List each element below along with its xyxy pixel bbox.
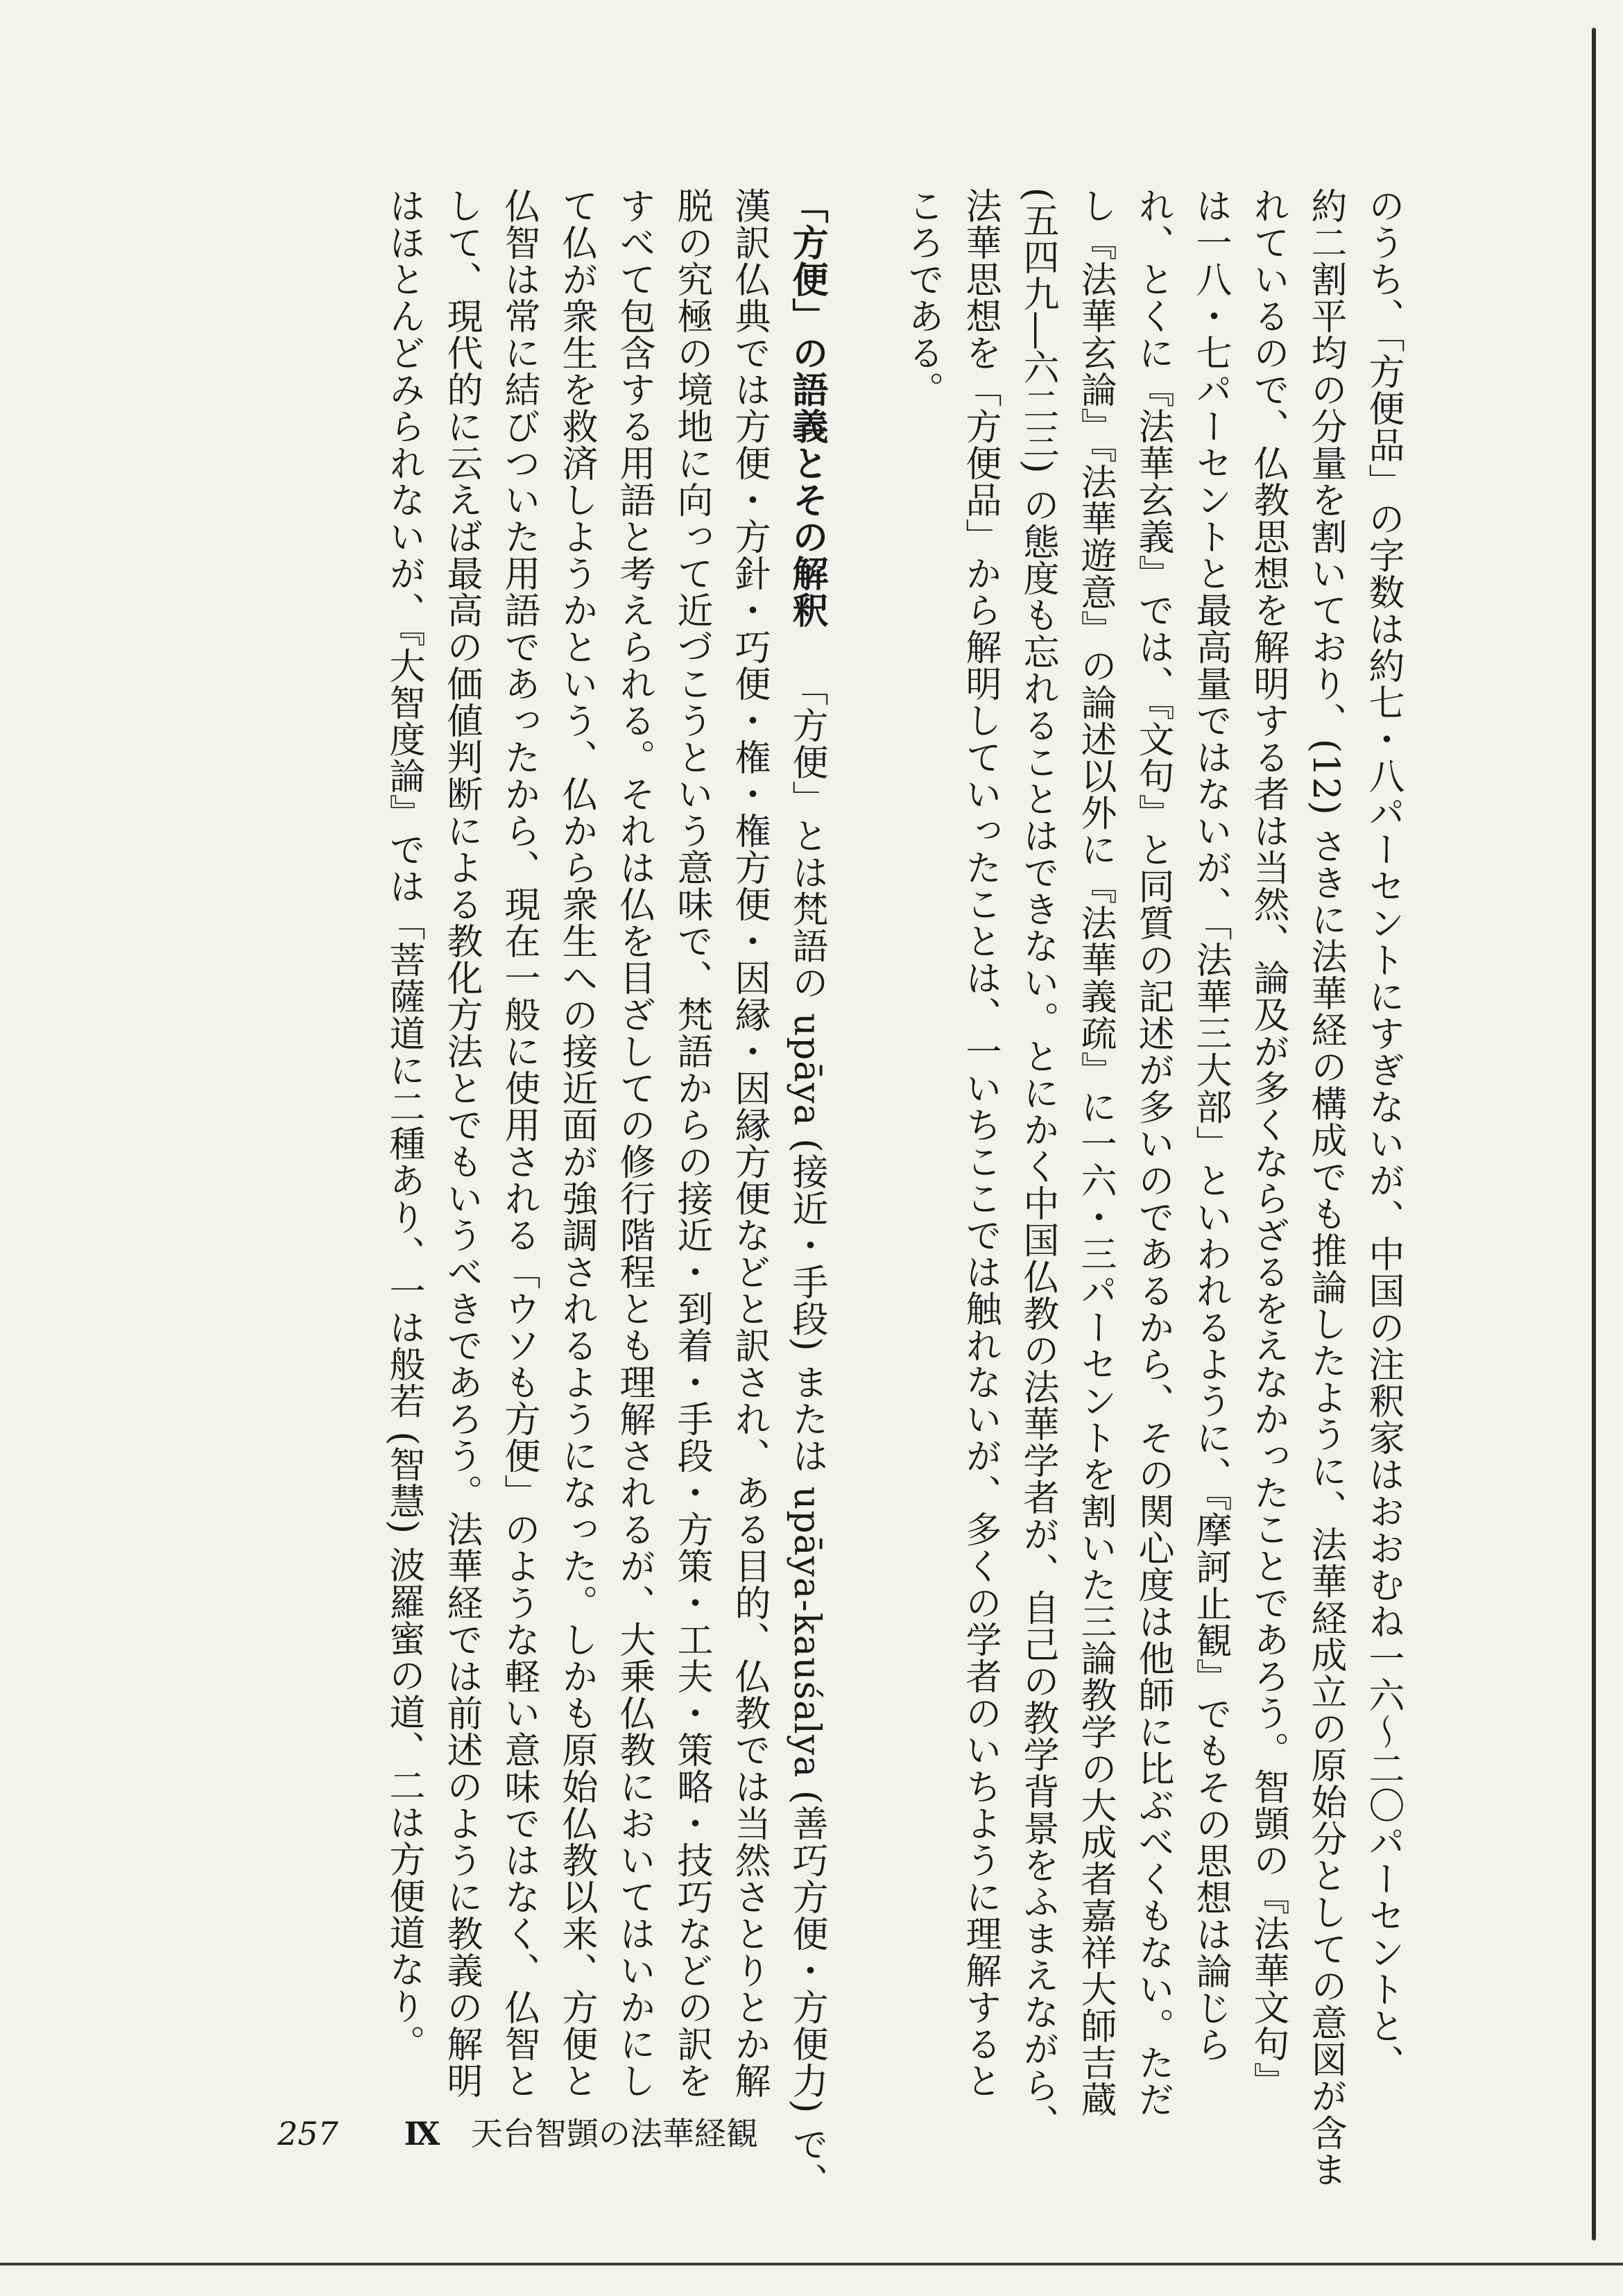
text-line: れているので、仏教思想を解明する者は当然、論及が多くならざるをえなかったことであろう。智顗の『法華文句』: [1247, 187, 1289, 2099]
page-number: 257: [277, 2115, 338, 2152]
text-line: ころである。: [902, 187, 943, 408]
text-line: 約二割平均の分量を割いており、(12) さきに法華経の構成でも推論したように、法華経成立の原始分としての意図が含ま: [1305, 187, 1346, 2188]
text-line: 法華思想を「方便品」から解明していったことは、一いちここでは触れないが、多くの学者のいちように理解すると: [959, 187, 1001, 2099]
blank-line: [836, 187, 893, 1783]
text-line: はほとんどみられないが、『大智度論』では「菩薩道に二種あり、一は般若 (智慧) 波羅蜜の道、二は方便道なり。: [383, 187, 424, 2062]
text-line: (五四九―六二三) の態度も忘れることはできない。とにかく中国仏教の法華学者が、自己の教学背景をふまえながら、: [1017, 187, 1058, 2141]
page-edge-right: [1592, 28, 1596, 2241]
section-heading: 「方便」の語義とその解釈: [786, 187, 828, 628]
text-line: 仏智は常に結びついた用語であったから、現在一般に使用される「ウソも方便」のような軽い意味ではなく、仏智と: [498, 187, 540, 2099]
section-heading-line: [778, 187, 836, 2200]
chapter-title: 天台智顗の法華経観: [470, 2115, 758, 2152]
chapter-number: Ⅸ: [404, 2115, 440, 2152]
text-line: すべて包含する用語と考えられる。それは仏を目ざしての修行階程とも理解されるが、大乗仏教においてはいかにし: [613, 187, 655, 2099]
text-line: し『法華玄論』『法華遊意』の論述以外に『法華義疏』に一六・三パーセントを割いた三論教学の大成者嘉祥大師吉蔵: [1074, 187, 1116, 2118]
text-line: 「方便」とは梵語の upāya (接近・手段) または upāya-kauśalya (善巧方便・方便力) で、: [786, 670, 827, 2200]
text-line: て仏が衆生を救済しようかという、仏から衆生への接近面が強調されるようになった。しかも原始仏教以来、方便と: [556, 187, 597, 2099]
text-line: れ、とくに『法華玄義』では、『文句』と同質の記述が多いのであるから、その関心度は他師に比ぶべくもない。ただ: [1132, 187, 1174, 2118]
text-line: のうち、「方便品」の字数は約七・八パーセントにすぎないが、中国の注釈家はおおむね一六〜二〇パーセントと、: [1362, 187, 1404, 2081]
text-line: は一八・七パーセントと最高量ではないが、「法華三大部」といわれるように、『摩訶止観』でもその思想は論じら: [1190, 187, 1231, 2063]
page-edge-bottom: [0, 2263, 1623, 2265]
page-footer: [277, 2109, 758, 2154]
text-line: 脱の究極の境地に向って近づこうという意味で、梵語からの接近・到着・手段・方策・工夫・策略・技巧などの訳を: [671, 187, 712, 2099]
text-line: 漢訳仏典では方便・方針・巧便・権・権方便・因縁・因縁方便などと訳され、ある目的、仏教では当然さとりとか解: [728, 187, 770, 2099]
text-line: して、現代的に云えば最高の価値判断による教化方法とでもいうべきであろう。法華経では前述のように教義の解明: [440, 187, 482, 2099]
